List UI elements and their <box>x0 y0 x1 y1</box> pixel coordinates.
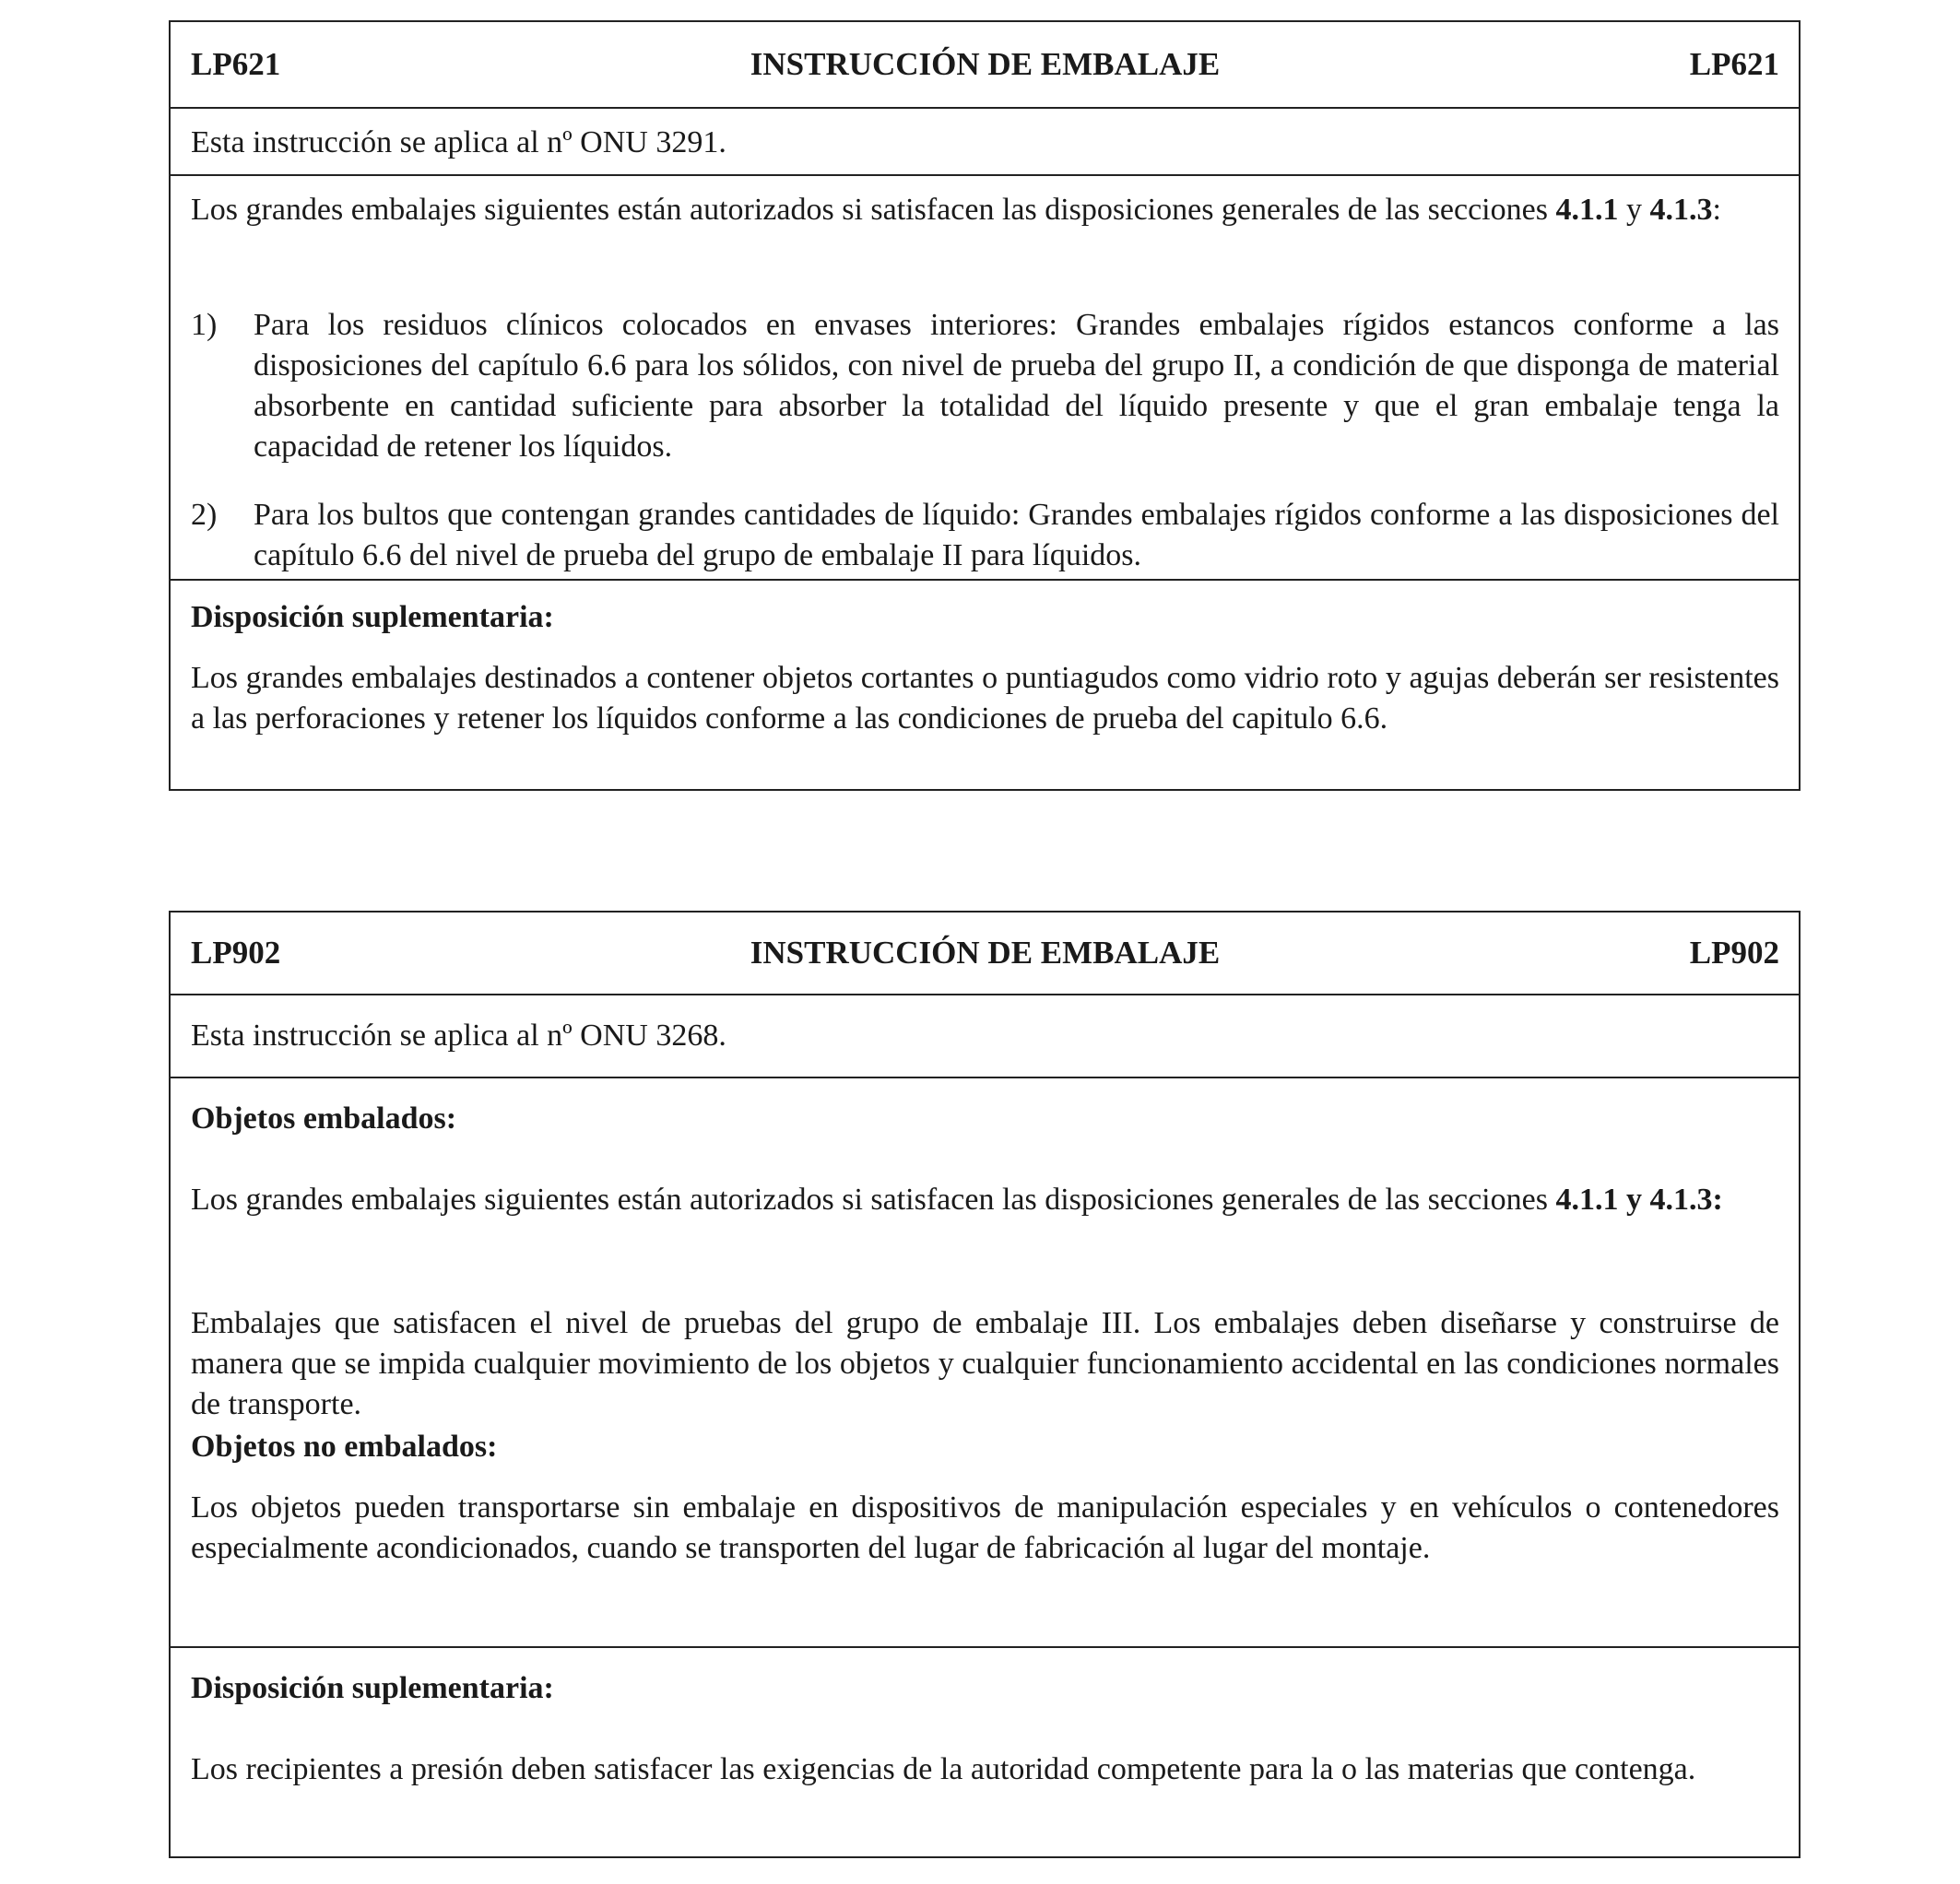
lp621-intro-ref2: 4.1.3 <box>1649 193 1713 227</box>
lp621-supp-heading: Disposición suplementaria: <box>191 600 554 634</box>
lp621-supplementary-row <box>171 579 1799 789</box>
lp902-intro-text: Los grandes embalajes siguientes están autorizados si satisfacen las disposiciones generales de las secciones <box>191 1183 1556 1217</box>
lp902-applies-row <box>171 994 1799 1077</box>
lp621-intro-ref1: 4.1.1 <box>1555 193 1619 227</box>
lp902-unpacked-heading: Objetos no embalados: <box>191 1430 498 1464</box>
lp621-list-item-1 <box>191 305 1779 467</box>
lp902-title: INSTRUCCIÓN DE EMBALAJE <box>750 935 1221 971</box>
lp621-intro-and: y <box>1618 193 1650 227</box>
lp621-list-item-number: 2) <box>191 498 218 532</box>
lp902-intro-refs: 4.1.1 y 4.1.3: <box>1555 1183 1723 1217</box>
lp621-list-item-2 <box>191 495 1779 576</box>
lp621-list-item-text: Para los bultos que contengan grandes cantidades de líquido: Grandes embalajes rígidos conforme a las disposiciones del capítulo 6.6 del nivel de prueba del grupo de embalaje II para líquidos. <box>254 498 1779 572</box>
lp621-intro <box>191 190 1779 230</box>
lp621-title: INSTRUCCIÓN DE EMBALAJE <box>750 46 1221 82</box>
lp621-applies-row <box>171 107 1799 174</box>
lp621-instruction-box <box>169 20 1801 791</box>
lp621-code-left: LP621 <box>191 46 281 82</box>
lp902-code-right: LP902 <box>1689 935 1779 971</box>
lp621-supp-text: Los grandes embalajes destinados a contener objetos cortantes o puntiagudos como vidrio roto y agujas deberán ser resistentes a las perforaciones y retener los líquidos conforme a las condiciones de prueba del capitulo 6.6. <box>191 661 1779 736</box>
lp621-applies-text: Esta instrucción se aplica al nº ONU 3291. <box>191 125 726 159</box>
lp621-code-right: LP621 <box>1689 46 1779 82</box>
lp902-packed-heading: Objetos embalados: <box>191 1101 457 1136</box>
lp902-intro <box>191 1180 1779 1220</box>
lp621-intro-colon: : <box>1712 193 1721 227</box>
lp902-supp-heading: Disposición suplementaria: <box>191 1671 554 1705</box>
lp902-supp-text: Los recipientes a presión deben satisfacer las exigencias de la autoridad competente para la o las materias que contenga. <box>191 1752 1696 1786</box>
lp902-body-row <box>171 1077 1799 1646</box>
lp621-intro-text: Los grandes embalajes siguientes están autorizados si satisfacen las disposiciones generales de las secciones <box>191 193 1556 227</box>
lp621-header-row <box>171 22 1799 107</box>
lp902-instruction-box <box>169 911 1801 1858</box>
lp621-list-item-text: Para los residuos clínicos colocados en envases interiores: Grandes embalajes rígidos estancos conforme a las disposiciones del capítulo 6.6 para los sólidos, con nivel de prueba del grupo II, a condición de que disponga de material absorbente en cantidad suficiente para absorber la totalidad del líquido presente y que el gran embalaje tenga la capacidad de retener los líquidos. <box>254 308 1779 464</box>
lp902-unpacked-text: Los objetos pueden transportarse sin embalaje en dispositivos de manipulación especiales y en vehículos o contenedores especialmente acondicionados, cuando se transporten del lugar de fabricación al lugar del montaje. <box>191 1490 1779 1565</box>
lp902-supplementary-row <box>171 1646 1799 1856</box>
lp902-header-row <box>171 913 1799 994</box>
lp902-applies-text: Esta instrucción se aplica al nº ONU 3268. <box>191 1019 726 1053</box>
lp902-packed-text: Embalajes que satisfacen el nivel de pruebas del grupo de embalaje III. Los embalajes deben diseñarse y construirse de manera que se impida cualquier movimiento de los objetos y cualquier funcionamiento accidental en las condiciones normales de transporte. <box>191 1306 1779 1421</box>
lp621-body-row <box>171 174 1799 579</box>
lp621-list-item-number: 1) <box>191 308 218 342</box>
lp902-code-left: LP902 <box>191 935 281 971</box>
